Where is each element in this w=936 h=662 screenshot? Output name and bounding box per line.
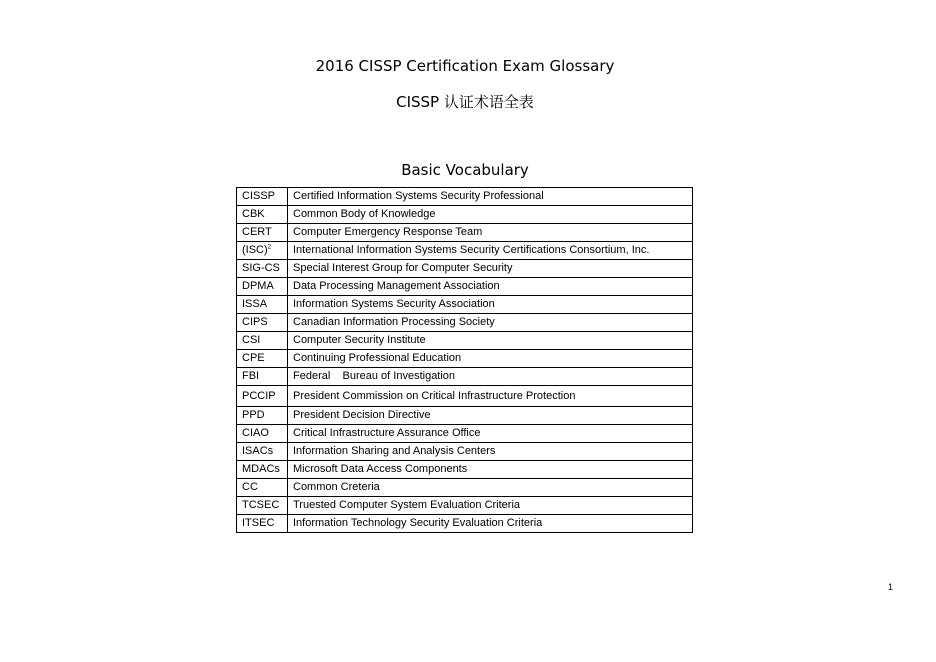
glossary-table (236, 187, 693, 533)
term-cell: Critical Infrastructure Assurance Office (288, 425, 693, 443)
term-cell: Information Technology Security Evaluation Criteria (288, 515, 693, 533)
page-number: 1 (888, 582, 894, 592)
term-cell: Common Body of Knowledge (288, 206, 693, 224)
term-cell: President Decision Directive (288, 407, 693, 425)
abbreviation-cell: CIAO (237, 425, 288, 443)
abbreviation-cell: CPE (237, 350, 288, 368)
term-cell: President Commission on Critical Infrastructure Protection (288, 386, 693, 407)
table-row (237, 407, 693, 425)
term-cell: Information Systems Security Association (288, 296, 693, 314)
table-row (237, 350, 693, 368)
table-row (237, 461, 693, 479)
table-row (237, 425, 693, 443)
abbreviation-cell: PCCIP (237, 386, 288, 407)
document-title: 2016 CISSP Certification Exam Glossary (315, 57, 615, 75)
table-row (237, 296, 693, 314)
table-row (237, 224, 693, 242)
abbreviation-cell: CSI (237, 332, 288, 350)
table-row (237, 368, 693, 386)
term-cell: Information Sharing and Analysis Centers (288, 443, 693, 461)
abbreviation-cell: ISSA (237, 296, 288, 314)
superscript: 2 (267, 244, 272, 251)
abbreviation-cell: CERT (237, 224, 288, 242)
term-cell: Special Interest Group for Computer Security (288, 260, 693, 278)
term-cell: Federal Bureau of Investigation (288, 368, 693, 386)
term-cell: Continuing Professional Education (288, 350, 693, 368)
abbreviation-cell: CC (237, 479, 288, 497)
abbreviation-cell (237, 242, 288, 260)
term-cell: International Information Systems Security Certifications Consortium, Inc. (288, 242, 693, 260)
term-cell: Canadian Information Processing Society (288, 314, 693, 332)
abbreviation-cell: ISACs (237, 443, 288, 461)
term-cell: Computer Security Institute (288, 332, 693, 350)
term-cell: Truested Computer System Evaluation Criteria (288, 497, 693, 515)
table-row (237, 515, 693, 533)
abbreviation-cell: CBK (237, 206, 288, 224)
table-row (237, 386, 693, 407)
term-cell: Microsoft Data Access Components (288, 461, 693, 479)
term-cell: Computer Emergency Response Team (288, 224, 693, 242)
table-row (237, 206, 693, 224)
abbreviation-cell: TCSEC (237, 497, 288, 515)
table-row (237, 314, 693, 332)
abbreviation-cell: CIPS (237, 314, 288, 332)
table-row (237, 260, 693, 278)
abbreviation-cell: FBI (237, 368, 288, 386)
term-cell: Certified Information Systems Security Professional (288, 188, 693, 206)
abbreviation-cell: ITSEC (237, 515, 288, 533)
section-title: Basic Vocabulary (401, 161, 529, 179)
abbreviation-cell: CISSP (237, 188, 288, 206)
table-row (237, 242, 693, 260)
abbreviation-cell: PPD (237, 407, 288, 425)
table-row (237, 332, 693, 350)
table-row (237, 479, 693, 497)
abbreviation-text: (ISC) (242, 244, 268, 256)
abbreviation-cell: SIG-CS (237, 260, 288, 278)
table-row (237, 497, 693, 515)
term-cell: Data Processing Management Association (288, 278, 693, 296)
table-row (237, 278, 693, 296)
abbreviation-cell: DPMA (237, 278, 288, 296)
term-cell: Common Creteria (288, 479, 693, 497)
document-subtitle: CISSP 认证术语全表 (396, 93, 534, 111)
table-row (237, 188, 693, 206)
table-row (237, 443, 693, 461)
abbreviation-cell: MDACs (237, 461, 288, 479)
